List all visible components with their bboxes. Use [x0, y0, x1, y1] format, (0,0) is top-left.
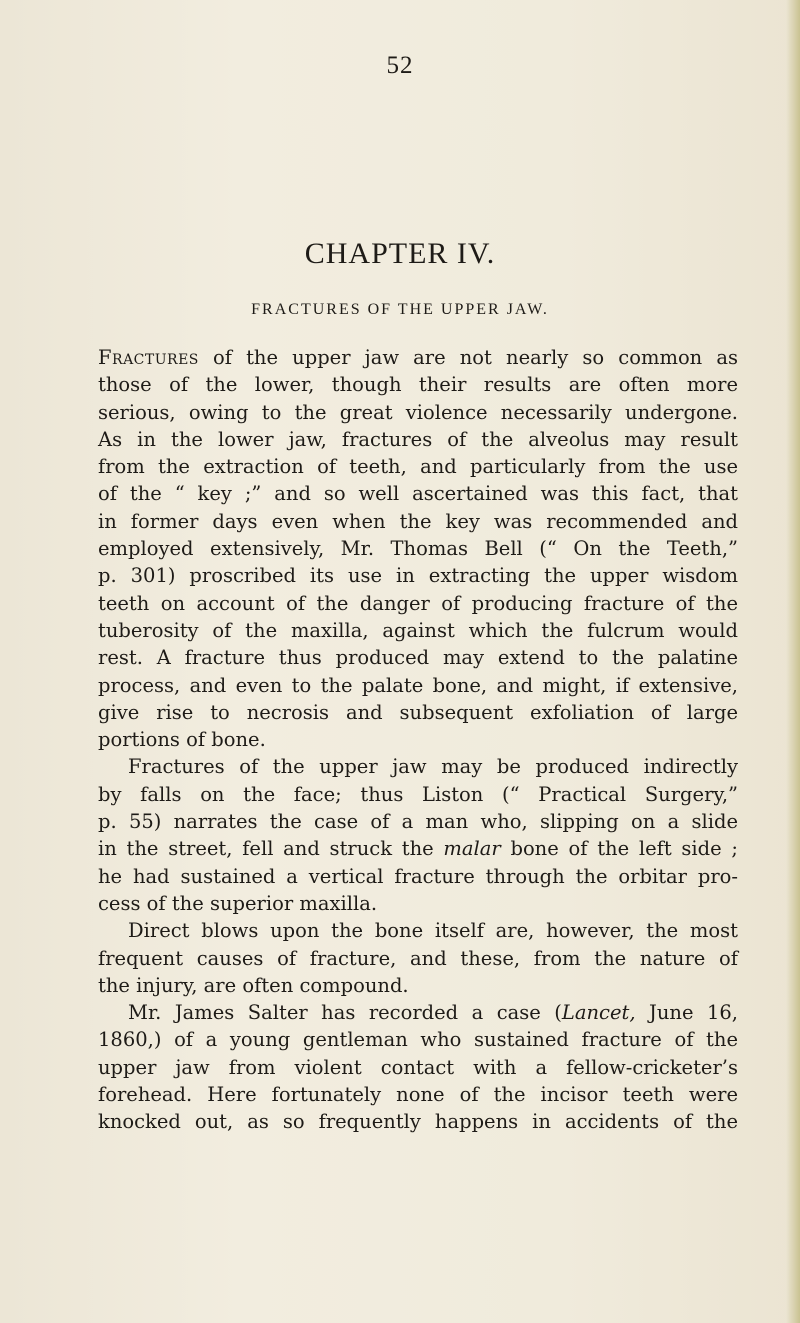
page-edge-shadow — [786, 0, 800, 1323]
body-line: knocked out, as so frequently happens in accidents of the — [98, 1110, 738, 1134]
body-line: serious, owing to the great violence necessarily undergone. — [98, 400, 738, 424]
body-line — [98, 835, 738, 862]
body-line: from the extraction of teeth, and particularly from the use — [98, 455, 738, 479]
body-line: rest. A fracture thus produced may extend to the palatine — [98, 646, 738, 670]
body-line: employed extensively, Mr. Thomas Bell (“ On the Teeth,” — [98, 537, 738, 561]
page-number: 52 — [386, 52, 414, 79]
line-text: in the street, fell and struck the — [98, 837, 444, 861]
body-line: Fractures of the upper jaw may be produced indirectly — [128, 755, 738, 779]
italic-citation: Lancet, — [561, 1001, 636, 1025]
italic-term: malar — [443, 837, 501, 861]
body-line: by falls on the face; thus Liston (“ Practical Surgery,” — [98, 782, 738, 806]
body-line: teeth on account of the danger of producing fracture of the — [98, 591, 738, 615]
body-line: give rise to necrosis and subsequent exfoliation of large — [98, 700, 738, 724]
drop-word: Fractures — [98, 346, 199, 369]
body-line: frequent causes of fracture, and these, from the nature of — [98, 946, 738, 970]
body-line — [98, 344, 738, 371]
body-line: in former days even when the key was recommended and — [98, 509, 738, 533]
line-text: of the upper jaw are not nearly so common as — [198, 346, 738, 369]
section-title: FRACTURES OF THE UPPER JAW. — [251, 301, 549, 318]
body-line: the injury, are often compound. — [98, 973, 409, 997]
body-line: As in the lower jaw, fractures of the alveolus may result — [98, 427, 738, 451]
body-line: he had sustained a vertical fracture through the orbitar pro- — [98, 864, 738, 888]
body-line: forehead. Here fortunately none of the incisor teeth were — [98, 1083, 738, 1107]
body-line: Direct blows upon the bone itself are, however, the most — [128, 919, 738, 943]
body-line: p. 301) proscribed its use in extracting the upper wisdom — [98, 564, 738, 588]
body-line: tuberosity of the maxilla, against which the fulcrum would — [98, 618, 738, 642]
body-line: process, and even to the palate bone, and might, if extensive, — [98, 673, 738, 697]
body-line: portions of bone. — [98, 728, 266, 752]
line-text: Mr. James Salter has recorded a case ( — [128, 1001, 562, 1025]
body-line: cess of the superior maxilla. — [98, 891, 378, 915]
body-line: upper jaw from violent contact with a fellow-cricketer’s — [98, 1055, 738, 1079]
line-text: June 16, — [635, 1001, 738, 1025]
body-line: 1860,) of a young gentleman who sustained fracture of the — [98, 1028, 738, 1052]
line-text: bone of the left side ; — [500, 837, 738, 861]
body-text — [98, 344, 738, 1136]
body-line: p. 55) narrates the case of a man who, slipping on a slide — [98, 810, 738, 834]
body-line: of the “ key ;” and so well ascertained was this fact, that — [98, 482, 738, 506]
body-line — [98, 999, 738, 1026]
body-line: those of the lower, though their results are often more — [98, 373, 738, 397]
chapter-title: CHAPTER IV. — [304, 237, 496, 270]
